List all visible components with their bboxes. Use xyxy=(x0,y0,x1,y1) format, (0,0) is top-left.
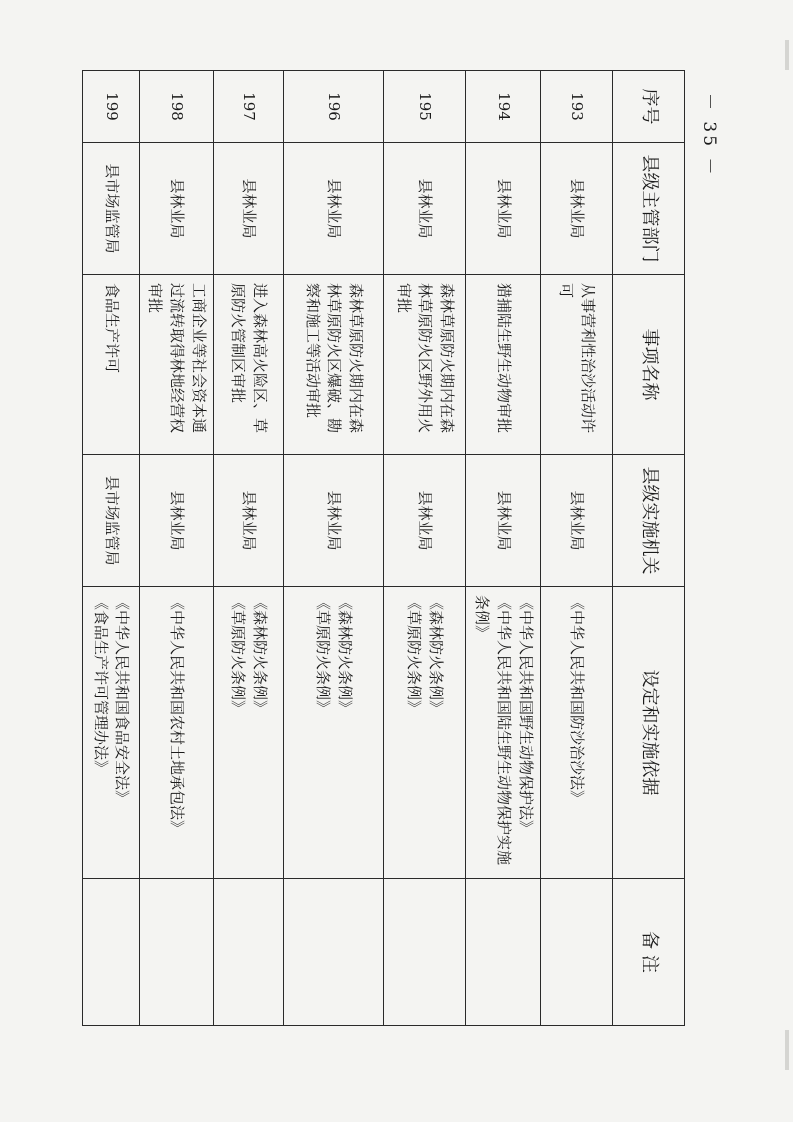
table-row xyxy=(384,71,466,1026)
approval-items-table xyxy=(82,70,685,1026)
header-note: 备 注 xyxy=(613,879,685,1026)
cell-dept: 县林业局 xyxy=(384,143,466,275)
cell-org: 县林业局 xyxy=(139,455,213,587)
cell-org: 县市场监管局 xyxy=(82,455,139,587)
cell-note xyxy=(139,879,213,1026)
basis-line: 《食品生产许可管理办法》 xyxy=(91,595,110,776)
cell-seq: 195 xyxy=(384,71,466,143)
table-row xyxy=(541,71,613,1026)
cell-seq: 197 xyxy=(214,71,284,143)
header-item: 事项名称 xyxy=(613,275,685,455)
table-row xyxy=(214,71,284,1026)
cell-org: 县林业局 xyxy=(284,455,384,587)
cell-dept: 县林业局 xyxy=(214,143,284,275)
cell-basis xyxy=(214,587,284,879)
cell-basis xyxy=(139,587,213,879)
basis-line: 《森林防火条例》 xyxy=(427,595,446,716)
cell-dept: 县林业局 xyxy=(139,143,213,275)
cell-basis xyxy=(541,587,613,879)
basis-line: 《森林防火条例》 xyxy=(251,595,270,716)
cell-note xyxy=(82,879,139,1026)
cell-org: 县林业局 xyxy=(466,455,541,587)
scan-edge-mark xyxy=(785,40,789,70)
cell-org: 县林业局 xyxy=(541,455,613,587)
cell-note xyxy=(541,879,613,1026)
table-header-row xyxy=(613,71,685,1026)
header-seq: 序号 xyxy=(613,71,685,143)
cell-item: 森林草原防火期内在森林草原防火区爆破、勘察和施工等活动审批 xyxy=(284,275,384,455)
basis-line: 《中华人民共和国野生动物保护法》 xyxy=(516,595,535,836)
cell-note xyxy=(384,879,466,1026)
cell-org: 县林业局 xyxy=(384,455,466,587)
cell-item: 工商企业等社会资本通过流转取得林地经营权审批 xyxy=(139,275,213,455)
cell-seq: 194 xyxy=(466,71,541,143)
cell-basis xyxy=(466,587,541,879)
cell-seq: 193 xyxy=(541,71,613,143)
cell-note xyxy=(284,879,384,1026)
cell-dept: 县林业局 xyxy=(466,143,541,275)
header-basis: 设定和实施依据 xyxy=(613,587,685,879)
cell-basis xyxy=(384,587,466,879)
cell-org: 县林业局 xyxy=(214,455,284,587)
cell-seq: 198 xyxy=(139,71,213,143)
cell-item: 森林草原防火期内在森林草原防火区野外用火审批 xyxy=(384,275,466,455)
cell-note xyxy=(214,879,284,1026)
rotated-table-wrapper xyxy=(85,70,685,1025)
cell-note xyxy=(466,879,541,1026)
basis-line: 《中华人民共和国防沙治沙法》 xyxy=(568,595,587,806)
table-row xyxy=(284,71,384,1026)
basis-line: 《草原防火条例》 xyxy=(314,595,333,716)
table-row xyxy=(82,71,139,1026)
basis-line: 《森林防火条例》 xyxy=(336,595,355,716)
cell-basis xyxy=(284,587,384,879)
basis-line: 《中华人民共和国食品安全法》 xyxy=(113,595,132,806)
cell-seq: 199 xyxy=(82,71,139,143)
cell-seq: 196 xyxy=(284,71,384,143)
table-row xyxy=(139,71,213,1026)
cell-item: 猎捕陆生野生动物审批 xyxy=(466,275,541,455)
table-row xyxy=(466,71,541,1026)
basis-line: 《中华人民共和国农村土地承包法》 xyxy=(168,595,187,836)
cell-dept: 县林业局 xyxy=(284,143,384,275)
page-number: － 35 － xyxy=(699,93,719,178)
basis-line: 《中华人民共和国陆生野生动物保护实施条例》 xyxy=(473,595,513,866)
cell-dept: 县林业局 xyxy=(541,143,613,275)
cell-item: 食品生产许可 xyxy=(82,275,139,455)
cell-item: 从事营利性治沙活动许可 xyxy=(541,275,613,455)
header-org: 县级实施机关 xyxy=(613,455,685,587)
cell-item: 进入森林高火险区、草原防火管制区审批 xyxy=(214,275,284,455)
header-dept: 县级主管部门 xyxy=(613,143,685,275)
basis-line: 《草原防火条例》 xyxy=(405,595,424,716)
cell-basis xyxy=(82,587,139,879)
scan-edge-mark xyxy=(785,1030,789,1070)
cell-dept: 县市场监管局 xyxy=(82,143,139,275)
basis-line: 《草原防火条例》 xyxy=(229,595,248,716)
